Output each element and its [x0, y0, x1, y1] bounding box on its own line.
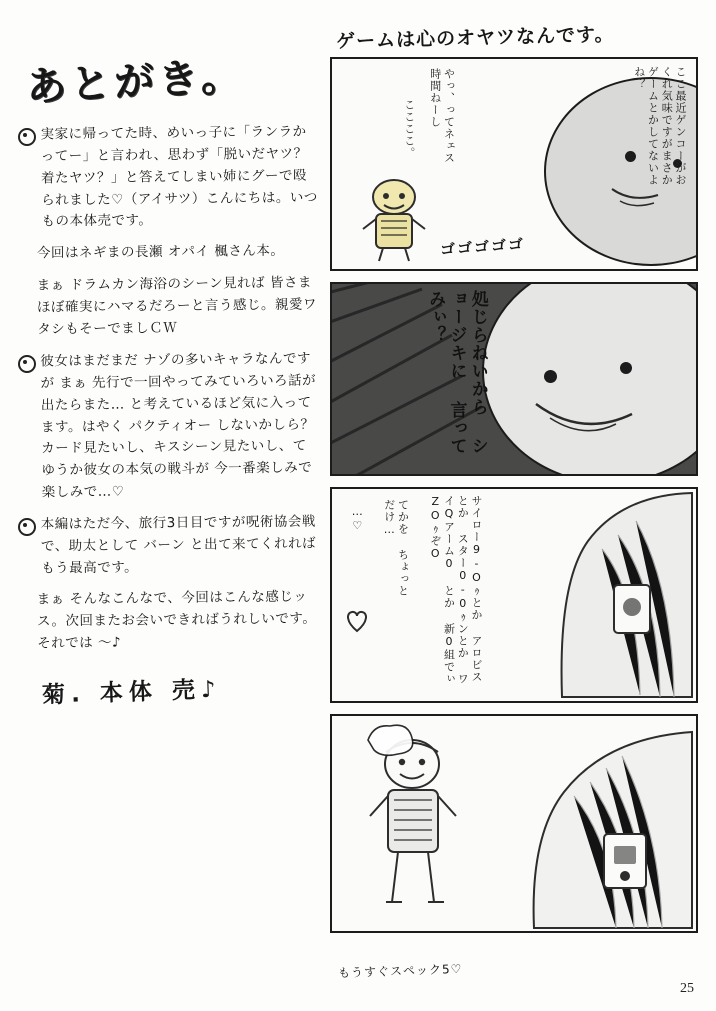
comic-panel-3 [330, 487, 698, 703]
afterword-paragraph-text: まぁ そんなこんなで、今回はこんな感じッス。次回またお会いできればうれしいです。それでは 〜♪ [36, 588, 317, 652]
machine-body-drawing [486, 730, 696, 930]
speech-burst-icon [362, 720, 416, 760]
bullet-marker-icon [18, 518, 36, 536]
panel-dialogue-text: サイロー9-Oｩとか アロビスとか スター0-0ｩンとか ワイQアーム0 とか 新0組でぃZOｩぞO [428, 495, 483, 685]
panel-sound-effect: ゴゴゴゴゴ [439, 235, 526, 259]
afterword-paragraph [18, 242, 318, 264]
afterword-paragraph [18, 274, 318, 340]
panel-caption: もうすぐスペック5♡ [337, 961, 463, 981]
afterword-paragraph-text: 彼女はまだまだ ナゾの多いキャラなんですが まぁ 先行で一回やってみていろいろ話が出たらまた… と考えているほど気に入ってます。はやく パクティオー しないかしら？カード見たいし、キスシーン見たいし、てゆうか彼女の本気の戦斗が 今一番楽しみで楽しみで…♡ [40, 350, 317, 501]
heart-icon [344, 609, 370, 633]
comic-panel-4 [330, 714, 698, 933]
panel-dialogue-text: …♡ [350, 505, 364, 533]
afterword-paragraph [18, 350, 318, 503]
panel-dialogue-text: 処じらねいから ショージキに 言ってみぃ？ [425, 290, 488, 455]
afterword-paragraph [18, 513, 318, 579]
character-eye [620, 362, 632, 374]
panel-dialogue-text: てかを ちょっと だけ… [382, 499, 410, 597]
afterword-paragraph [18, 123, 318, 232]
comic-header-title: ゲームは心のオヤツなんです。 [335, 23, 615, 53]
author-signature: 菊. 本体 売♪ [41, 676, 222, 709]
afterword-paragraph [18, 588, 318, 654]
afterword-paragraph-text: 本編はただ今、旅行3日目ですが呪術協会戦で、助太として バーン と出て来てくれれば もう最高です。 [40, 513, 317, 576]
afterword-paragraph-text: まぁ ドラムカン海浴のシーン見れば 皆さまほぼ確実にハマるだろーと言う感じ。親愛ワタシもそーでましＣＷ [36, 274, 318, 338]
small-robot-character [350, 177, 442, 263]
comic-column [330, 22, 698, 981]
comic-panel-1 [330, 57, 698, 271]
panel-dialogue-text: ここここ。 [402, 99, 416, 159]
machine-body-drawing [506, 489, 696, 699]
panel-dialogue-text: やっ、ってネェス 時間ねーし [428, 68, 456, 164]
afterword-title: あとがき。 [25, 53, 246, 111]
panel-dialogue-text: ここ最近ゲンコーがおくれ気味ですがまさかゲームとかしてないよね？ [632, 66, 687, 186]
character-mouth [528, 388, 678, 452]
page-number: 25 [680, 981, 694, 996]
afterword-column [18, 40, 318, 709]
comic-panel-2 [330, 282, 698, 476]
afterword-paragraph-text: 今回はネギまの長瀬 オパイ 楓さん本。 [36, 243, 285, 262]
bullet-marker-icon [18, 355, 36, 373]
afterword-paragraph-text: 実家に帰ってた時、めいっ子に「ランラかってー」と言われ、思わず「脱いだヤツ？着たヤツ？」と答えてしまい姉にグーで殴られました♡（アイサツ）こんにちは。いつもの本体売です。 [40, 123, 318, 230]
character-eye [544, 370, 557, 383]
bullet-marker-icon [18, 128, 36, 146]
